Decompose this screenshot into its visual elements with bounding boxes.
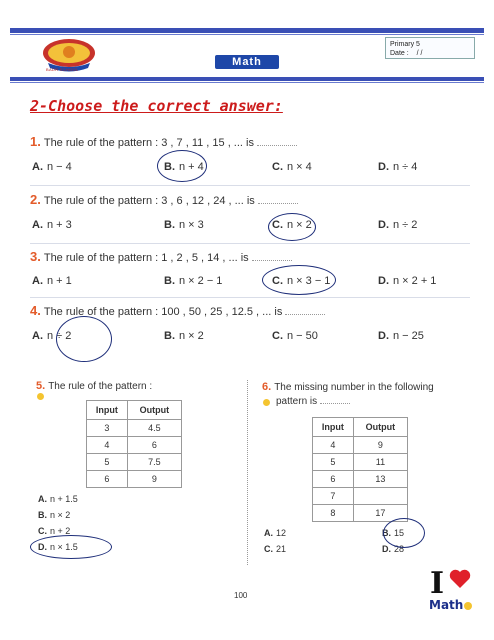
option-c[interactable] (272, 330, 318, 342)
question-6-line-2 (262, 395, 434, 409)
grade-date-box (385, 37, 475, 59)
option-b[interactable] (164, 219, 204, 231)
option-d[interactable] (378, 275, 436, 287)
header-bottom-line (10, 82, 484, 83)
answer-circle-q1 (157, 150, 207, 182)
header-top-bar (10, 28, 484, 33)
heart-icon (448, 566, 472, 592)
option-letter: A. (32, 275, 43, 287)
table-cell: 13 (353, 471, 407, 488)
option-letter: A. (32, 330, 43, 342)
table-cell: 11 (353, 454, 407, 471)
option-text: 21 (276, 544, 287, 554)
table-row (87, 420, 182, 437)
table-cell: 5 (313, 454, 354, 471)
question-prompt: The missing number in the following (274, 382, 434, 393)
question-6-title (262, 380, 434, 409)
date-row (390, 49, 470, 58)
question-2-text (30, 192, 298, 207)
option-c[interactable] (264, 544, 286, 554)
option-letter: B. (38, 510, 47, 520)
option-b[interactable] (164, 330, 204, 342)
table-cell: 3 (87, 420, 128, 437)
question-5-title (36, 380, 152, 392)
option-letter: C. (272, 330, 283, 342)
answer-blank (285, 307, 325, 315)
option-text: n × 1.5 (50, 542, 78, 552)
table-header-row (87, 401, 182, 420)
table-row (87, 454, 182, 471)
option-text: n × 4 (287, 161, 312, 173)
table-row (87, 471, 182, 488)
grade-label: Primary 5 (390, 41, 420, 48)
table-row (87, 437, 182, 454)
option-letter: B. (382, 528, 391, 538)
question-number: 2. (30, 192, 41, 207)
option-text: n − 50 (287, 330, 318, 342)
table-header: Output (127, 401, 181, 420)
option-text: n + 2 (50, 526, 71, 536)
option-a[interactable] (32, 161, 72, 173)
option-text: n ÷ 4 (393, 161, 418, 173)
option-text: 15 (394, 528, 405, 538)
option-d[interactable] (378, 161, 417, 173)
answer-blank (258, 196, 298, 204)
date-label: Date : (390, 50, 409, 57)
option-letter: A. (264, 528, 273, 538)
option-text: n × 2 + 1 (393, 275, 437, 287)
panel-divider (247, 380, 248, 565)
option-text: n × 3 − 1 (287, 275, 331, 287)
answer-blank (252, 253, 292, 261)
option-letter: D. (378, 330, 389, 342)
divider (30, 297, 470, 298)
question-number: 5. (36, 380, 46, 392)
option-letter: B. (164, 330, 175, 342)
table-header-row (313, 418, 408, 437)
option-letter: C. (272, 161, 283, 173)
option-letter: C. (38, 526, 47, 536)
option-letter: D. (378, 275, 389, 287)
option-text: n × 3 (179, 219, 204, 231)
section-title: 2-Choose the correct answer: (30, 97, 283, 115)
question-number: 1. (30, 134, 41, 149)
option-letter: B. (164, 219, 175, 231)
option-letter: B. (164, 275, 175, 287)
option-c[interactable] (272, 161, 312, 173)
table-header: Input (313, 418, 354, 437)
table-cell: 9 (353, 437, 407, 454)
table-cell: 7.5 (127, 454, 181, 471)
option-text: n × 2 (50, 510, 71, 520)
option-letter: C. (264, 544, 273, 554)
option-text: 28 (394, 544, 405, 554)
question-prompt: The rule of the pattern : 100 , 50 , 25 , 12.5 , ... is (43, 306, 283, 318)
question-prompt: The rule of the pattern : 3 , 7 , 11 , 15 , ... is (43, 137, 254, 149)
question-1-text (30, 134, 297, 149)
math-banner: Math (215, 55, 279, 69)
smiley-icon (37, 393, 44, 400)
option-text: n ÷ 2 (47, 330, 72, 342)
question-prompt: The rule of the pattern : 1 , 2 , 5 , 14 , ... is (43, 252, 249, 264)
question-number: 4. (30, 303, 41, 318)
table-cell: 9 (127, 471, 181, 488)
smiley-icon (464, 602, 472, 610)
option-b[interactable] (38, 510, 70, 520)
answer-circle-q4 (56, 316, 112, 362)
option-text: n × 2 − 1 (179, 275, 223, 287)
option-a[interactable] (38, 494, 78, 504)
option-a[interactable] (32, 275, 72, 287)
option-letter: C. (272, 219, 283, 231)
option-letter: D. (378, 219, 389, 231)
option-text: n + 1 (47, 275, 72, 287)
answer-blank (320, 396, 350, 404)
page-number: 100 (234, 591, 248, 600)
option-text: n − 4 (47, 161, 72, 173)
option-b[interactable] (164, 275, 222, 287)
answer-circle-q5 (30, 535, 112, 559)
q6-table (312, 417, 408, 522)
question-3-text (30, 249, 292, 264)
option-a[interactable] (32, 219, 72, 231)
table-cell: 6 (313, 471, 354, 488)
header-bottom-bar (10, 77, 484, 81)
table-header: Input (87, 401, 128, 420)
table-cell: 8 (313, 505, 354, 522)
option-letter: A. (32, 219, 43, 231)
option-letter: C. (272, 275, 283, 287)
table-cell: 6 (87, 471, 128, 488)
option-text: n + 4 (179, 161, 204, 173)
option-text: n + 1.5 (50, 494, 78, 504)
option-text: n ÷ 2 (393, 219, 418, 231)
option-letter: D. (382, 544, 391, 554)
question-prompt: The rule of the pattern : (48, 381, 153, 392)
table-cell: 6 (127, 437, 181, 454)
answer-circle-q2 (268, 213, 316, 241)
date-value: / / (416, 50, 423, 57)
question-prompt: pattern is (276, 396, 318, 407)
table-row (313, 488, 408, 505)
divider (30, 243, 470, 244)
table-row (313, 437, 408, 454)
option-text: n + 3 (47, 219, 72, 231)
question-4-text (30, 303, 325, 318)
brand-i: I (430, 566, 445, 601)
option-letter: D. (38, 542, 47, 552)
q5-table (86, 400, 182, 488)
option-letter: B. (164, 161, 175, 173)
table-header: Output (353, 418, 407, 437)
table-cell: 4 (87, 437, 128, 454)
option-text: n − 25 (393, 330, 424, 342)
answer-circle-q6 (383, 518, 425, 548)
table-cell: 7 (313, 488, 354, 505)
option-d[interactable] (378, 330, 424, 342)
table-cell: 5 (87, 454, 128, 471)
question-number: 6. (262, 381, 272, 393)
table-cell: 4 (313, 437, 354, 454)
answer-blank (257, 138, 297, 146)
option-letter: A. (32, 161, 43, 173)
answer-circle-q3 (262, 265, 336, 295)
table-cell: 17 (353, 505, 407, 522)
question-prompt: The rule of the pattern : 3 , 6 , 12 , 24 , ... is (43, 195, 255, 207)
table-row (313, 471, 408, 488)
option-letter: A. (38, 494, 47, 504)
option-text: 12 (276, 528, 287, 538)
option-text: n × 2 (287, 219, 312, 231)
option-d[interactable] (378, 219, 417, 231)
table-cell-blank[interactable] (353, 488, 407, 505)
question-6-line-1 (262, 380, 434, 395)
option-text: n × 2 (179, 330, 204, 342)
brand-math: Math (429, 598, 464, 612)
divider (30, 185, 470, 186)
smiley-icon (263, 399, 270, 406)
logo-caption: BADR SCHOOL (46, 67, 79, 72)
option-a[interactable] (264, 528, 286, 538)
table-cell: 4.5 (127, 420, 181, 437)
table-row (313, 454, 408, 471)
option-letter: D. (378, 161, 389, 173)
question-number: 3. (30, 249, 41, 264)
